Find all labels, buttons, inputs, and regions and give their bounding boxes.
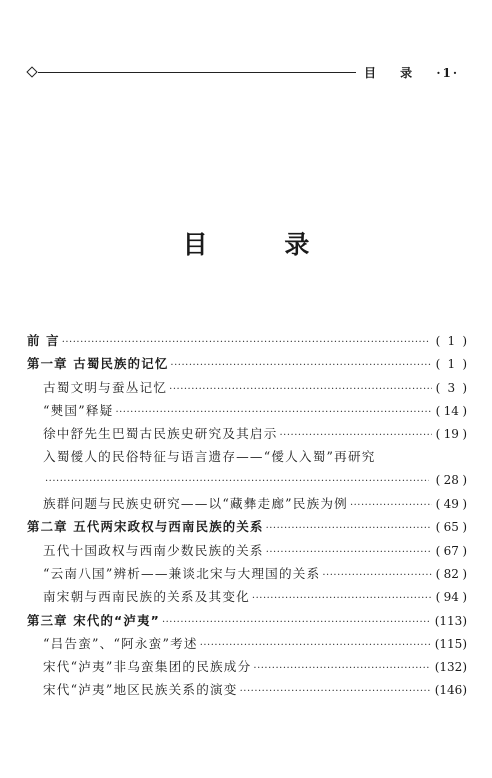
toc-entry-label: “僰国”释疑 (43, 402, 114, 418)
toc-page-number: 115 (439, 636, 463, 651)
toc-entry-page: (115) (435, 633, 467, 656)
toc-entry-label: 五代十国政权与西南少数民族的关系 (43, 542, 264, 558)
diamond-ornament-icon (26, 66, 37, 77)
toc-dot-leader (162, 611, 431, 634)
toc-dot-leader (253, 657, 430, 680)
toc-entry-page: ( 3 ) (436, 377, 467, 400)
toc-entry-label: 南宋朝与西南民族的关系及其变化 (43, 589, 250, 605)
toc-page-number: 82 (443, 566, 459, 581)
toc-entry-page: ( 49 ) (436, 493, 467, 516)
toc-page-number: 146 (439, 683, 463, 698)
toc-dot-leader (252, 587, 432, 610)
toc-entry-label: 宋代“泸夷”地区民族关系的演变 (43, 682, 238, 698)
toc-section-entry[interactable] (27, 655, 467, 678)
toc-page-number: 132 (439, 660, 463, 675)
toc-section-entry[interactable] (27, 632, 467, 655)
toc-section-entry[interactable] (27, 445, 467, 492)
toc-section-entry[interactable] (27, 539, 467, 562)
toc-page-number: 67 (443, 543, 459, 558)
page-title: 目 录 (182, 230, 344, 259)
toc-entry-label: 第三章 宋代的“泸夷” (27, 612, 160, 628)
toc-dot-leader (266, 517, 432, 540)
toc-page-number: 65 (443, 520, 459, 535)
toc-entry-page: ( 94 ) (436, 586, 467, 609)
toc-dot-leader (115, 401, 431, 424)
toc-entry-page: ( 14 ) (436, 400, 467, 423)
table-of-contents (27, 329, 467, 702)
toc-entry-page: (113) (435, 610, 467, 633)
toc-dot-leader (170, 354, 431, 377)
toc-entry-label: “吕告蛮”、“阿永蛮”考述 (43, 635, 198, 651)
toc-dot-leader (169, 378, 431, 401)
toc-page-number: 28 (443, 472, 459, 487)
toc-page-number: 14 (443, 403, 459, 418)
toc-entry-label: 徐中舒先生巴蜀古民族史研究及其启示 (43, 426, 278, 442)
toc-section-entry[interactable] (27, 376, 467, 399)
toc-entry-page: ( 67 ) (436, 540, 467, 563)
toc-chapter-entry[interactable] (27, 352, 467, 375)
toc-dot-leader (280, 424, 432, 447)
toc-entry-label: “云南八国”辨析——兼谈北宋与大理国的关系 (43, 565, 321, 581)
running-header-text (364, 64, 459, 82)
toc-entry-page: (146) (435, 679, 467, 702)
toc-page-number: 49 (443, 497, 459, 512)
toc-page-number: 1 (447, 357, 456, 372)
toc-entry-page: ( 1 ) (436, 353, 467, 376)
toc-dot-leader (322, 564, 431, 587)
toc-entry-label: 古蜀文明与蚕丛记忆 (43, 379, 168, 395)
toc-dot-leader (266, 541, 432, 564)
toc-section-entry[interactable] (27, 585, 467, 608)
toc-section-entry[interactable] (27, 562, 467, 585)
toc-chapter-entry[interactable] (27, 515, 467, 538)
toc-section-entry[interactable] (27, 399, 467, 422)
toc-dot-leader (200, 634, 431, 657)
toc-entry-page: ( 28 ) (433, 469, 467, 492)
toc-entry-page: ( 82 ) (436, 563, 467, 586)
running-header-label: 目 录 (364, 66, 423, 80)
toc-chapter-entry[interactable] (27, 329, 467, 352)
toc-entry-label: 宋代“泸夷”非乌蛮集团的民族成分 (43, 659, 252, 675)
toc-page-number: 19 (443, 427, 459, 442)
toc-section-entry[interactable] (27, 678, 467, 701)
running-header (28, 64, 460, 82)
toc-entry-label: 前 言 (27, 333, 60, 348)
toc-entry-page: (132) (435, 656, 467, 679)
toc-dot-leader (240, 680, 431, 703)
toc-entry-label: 入蜀僾人的民俗特征与语言遗存——“僾人入蜀”再研究 (43, 449, 376, 465)
toc-page-number: 94 (443, 590, 459, 605)
toc-chapter-entry[interactable] (27, 609, 467, 632)
toc-entry-page: ( 1 ) (434, 330, 467, 353)
toc-page-number: 3 (447, 380, 456, 395)
running-header-page-number: ·1· (436, 66, 460, 80)
header-rule (38, 72, 356, 73)
toc-entry-label: 第一章 古蜀民族的记忆 (27, 356, 169, 372)
toc-entry-page: ( 19 ) (436, 423, 467, 446)
toc-page-number: 1 (447, 334, 456, 348)
toc-entry-label: 第二章 五代两宋政权与西南民族的关系 (27, 519, 264, 535)
toc-section-entry[interactable] (27, 492, 467, 515)
toc-entry-label: 族群问题与民族史研究——以“藏彝走廊”民族为例 (43, 496, 348, 512)
toc-dot-leader (62, 331, 430, 354)
toc-section-entry[interactable] (27, 422, 467, 445)
toc-page-number: 113 (439, 613, 463, 628)
toc-entry-page: ( 65 ) (436, 516, 467, 539)
toc-dot-leader (350, 494, 432, 517)
toc-dot-leader (45, 470, 429, 493)
